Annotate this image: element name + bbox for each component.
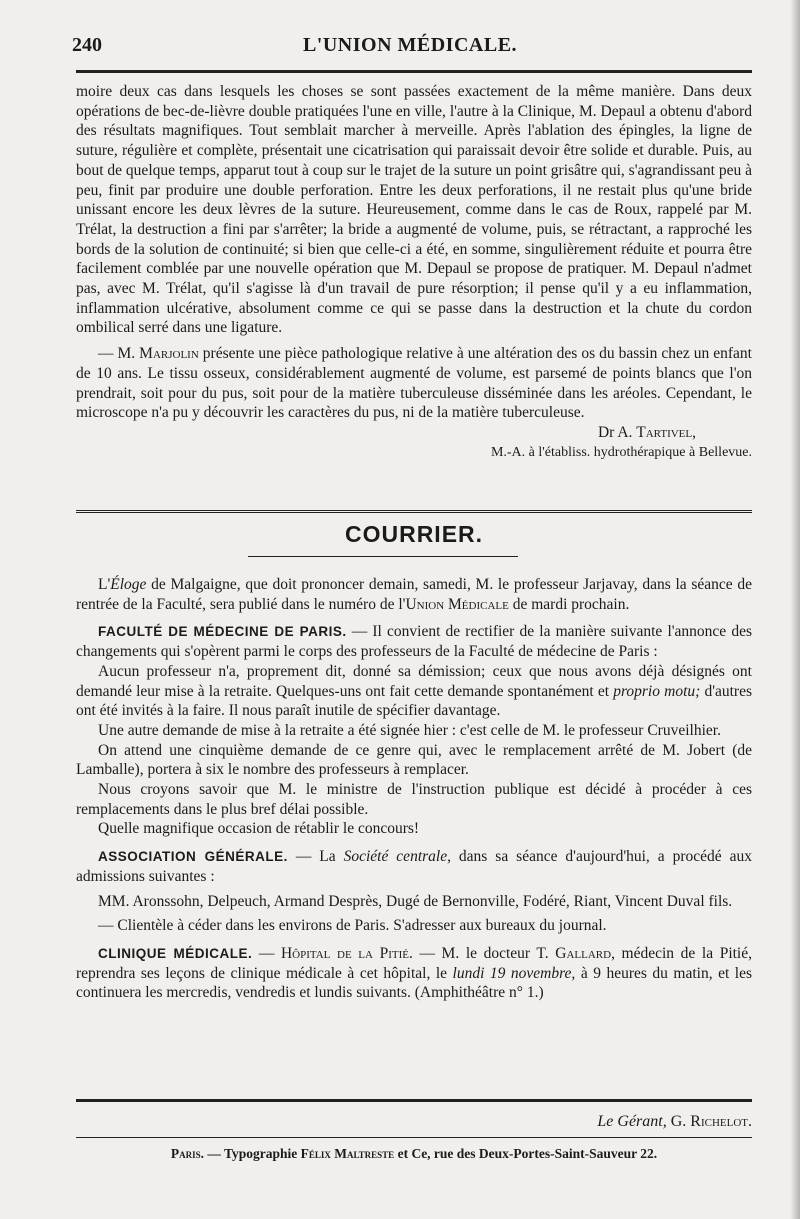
aucun-paragraph: Aucun professeur n'a, proprement dit, donné sa démission; ceux que nous avons déjà désignés ont demandé leur mise à la retraite. Quelques-uns ont fait cette demande spontanément et proprio motu; d'autres ont été invités à la faire. Il nous paraît inutile de spécifier davantage.	[76, 662, 752, 720]
autre-demande-paragraph: Une autre demande de mise à la retraite a été signée hier : c'est celle de M. le professeur Cruveilhier.	[98, 721, 721, 739]
article-paragraph-2: — M. Marjolin présente une pièce pathologique relative à une altération des os du bassin chez un enfant de 10 ans. Le tissu osseux, considérablement augmenté de volume, est parsemé de points blancs que l'on prendrait, soit pour du pus, soit pour de la matière tuberculeuse disséminée dans les aréoles. Cependant, le microscope n'a pu y découvrir les caractères du pus, ni de la matière tuberculeuse.	[76, 345, 752, 422]
running-title: L'UNION MÉDICALE.	[302, 34, 518, 56]
footer-rule-top	[76, 1099, 752, 1102]
clinique-rubric: CLINIQUE MÉDICALE.	[98, 945, 253, 961]
association-rubric: ASSOCIATION GÉNÉRALE.	[98, 849, 288, 865]
footer-rule-bottom	[76, 1137, 752, 1138]
cinquieme-paragraph: On attend une cinquième demande de ce genre qui, avec le remplacement arrêté de M. Jobert (de Lamballe), portera à six le nombre des professeurs à remplacer.	[76, 741, 752, 779]
page-header	[72, 34, 748, 60]
admissions-paragraph: MM. Aronssohn, Delpeuch, Armand Desprès, Dugé de Bernonville, Fodéré, Riant, Vincent Duval fils.	[98, 892, 733, 910]
section-rule	[76, 510, 752, 515]
article-signature: Dr A. Tartivel,	[597, 423, 696, 441]
section-title-underline	[248, 556, 518, 557]
courrier-eloge-paragraph: L'Éloge de Malgaigne, que doit prononcer demain, samedi, M. le professeur Jarjavay, dans la séance de rentrée de la Faculté, sera publié dans le numéro de l'Union Médicale de mardi prochain.	[76, 576, 752, 613]
association-paragraph: ASSOCIATION GÉNÉRALE. — La Société centrale, dans sa séance d'aujourd'hui, a procédé aux admissions suivantes :	[76, 848, 752, 885]
article-signature-affiliation: M.-A. à l'établiss. hydrothérapique à Bellevue.	[490, 444, 752, 460]
courrier-body	[76, 575, 752, 1003]
clinique-paragraph: CLINIQUE MÉDICALE. — Hôpital de la Pitié. — M. le docteur T. Gallard, médecin de la Pitié, reprendra ses leçons de clinique médicale à cet hôpital, le lundi 19 novembre, à 9 heures du matin, et les continuera les mercredis, vendredis et lundis suivants. (Amphithéâtre n° 1.)	[76, 944, 753, 1002]
author-name: Marjolin	[139, 345, 199, 363]
printer-imprint: Paris. — Typographie Félix Maltreste et Ce, rue des Deux-Portes-Saint-Sauveur 22.	[170, 1146, 658, 1161]
header-rule	[76, 70, 752, 73]
ministre-paragraph: Nous croyons savoir que M. le ministre de l'instruction publique est décidé à procéder à ces remplacements dans le plus bref délai possible.	[76, 781, 752, 818]
clientele-paragraph: — Clientèle à céder dans les environs de Paris. S'adresser aux bureaux du journal.	[98, 917, 607, 935]
section-title: COURRIER.	[344, 521, 484, 547]
faculte-paragraph: FACULTÉ DE MÉDECINE DE PARIS. — Il convient de rectifier de la manière suivante l'annonce des changements qui s'opèrent parmi le corps des professeurs de la Faculté de médecine de Paris :	[76, 623, 752, 661]
gerant-signature: Le Gérant, G. Richelot.	[597, 1113, 752, 1130]
article-paragraph-1: moire deux cas dans lesquels les choses se sont passées exactement de la même manière. Dans deux opérations de bec-de-lièvre double pratiquées l'une en ville, l'autre à la Clinique, M. Depaul a obtenu d'abord des résultats magnifiques. Tout semblait marcher à merveille. Après l'ablation des épingles, la ligne de suture, régulière et complète, présentait une cicatrisation qui paraissait devoir être solide et durable. Puis, au bout de quelque temps, apparut tout à coup sur le trajet de la suture un point grisâtre qui, s'agrandissant peu à peu, finit par produire une double perforation. Entre les deux perforations, il ne restait plus qu'une bride unissant encore les deux lèvres de la suture. Heureusement, comme dans le cas de Roux, rappelé par M. Trélat, la destruction a fini par s'arrêter; la bride a augmenté de volume, puis, se rétractant, a rapproché les bords de la solution de continuité; si bien que celle-ci a été, en somme, singulièrement réduite et pourra être facilement comblée par une nouvelle opération que M. Depaul se propose de pratiquer. M. Depaul n'admet pas, avec M. Trélat, qu'il s'agisse là d'un travail de pure résorption; il pense qu'il y a eu inflammation, inflammation ulcérative, absolument comme ce qui se passe dans la destruction et la chute du cordon ombilical serré dans une ligature.	[76, 83, 752, 337]
faculte-rubric: FACULTÉ DE MÉDECINE DE PARIS.	[98, 624, 347, 640]
article-body	[76, 82, 752, 462]
concours-paragraph: Quelle magnifique occasion de rétablir le concours!	[98, 820, 420, 838]
page-number: 240	[72, 34, 102, 56]
